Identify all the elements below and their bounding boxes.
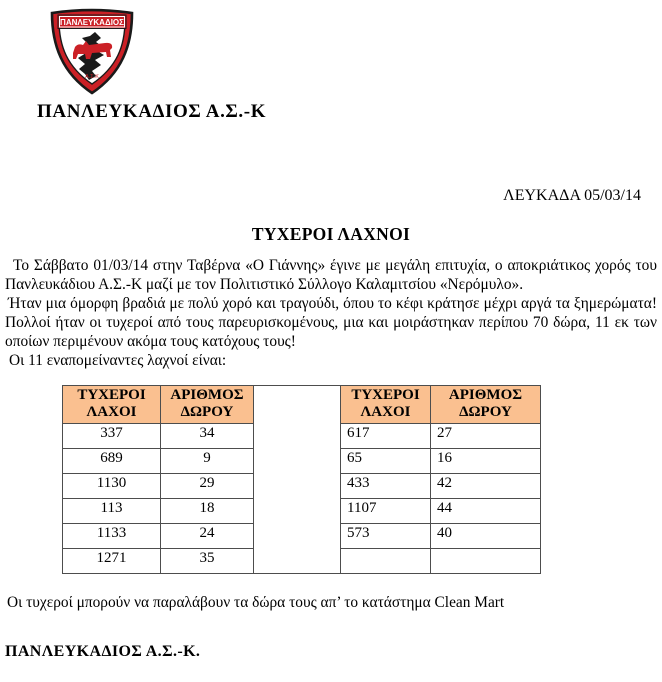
gift-number-cell: 44: [431, 498, 541, 523]
lot-number-cell: 113: [63, 498, 161, 523]
header-gift-number-left: ΑΡΙΘΜΟΣ ΔΩΡΟΥ: [161, 386, 254, 424]
table-header-row: [63, 386, 541, 424]
lot-number-cell: 433: [341, 473, 431, 498]
lot-number-cell: 689: [63, 448, 161, 473]
lot-number-cell: 337: [63, 423, 161, 448]
signature-line: ΠΑΝΛΕΥΚΑΔΙΟΣ Α.Σ.-Κ.: [5, 643, 201, 660]
lot-number-cell: 65: [341, 448, 431, 473]
gift-number-cell: 34: [161, 423, 254, 448]
lot-number-cell: 1130: [63, 473, 161, 498]
header-lucky-lots-right: ΤΥΧΕΡΟΙ ΛΑΧΟΙ: [341, 386, 431, 424]
paragraph-night: Ήταν μια όμορφη βραδιά με πολύ χορό και τραγούδι, όπου το κέφι κράτησε μέχρι αργά τα ξημερώματα! Πολλοί ήταν οι τυχεροί από τους παρευρισκομένους, μια και μοιράστηκαν περίπου 70 δώρα, 11 εκ των οποίων περιμένουν ακόμα τους κατόχους τους!: [5, 295, 657, 350]
spacer-column: [254, 386, 341, 574]
crest-banner: [58, 15, 126, 29]
lot-number-cell: 1133: [63, 523, 161, 548]
gift-number-cell: 42: [431, 473, 541, 498]
gift-number-cell: 29: [161, 473, 254, 498]
crest-ask-text: Α.Σ.Κ: [85, 74, 99, 80]
lot-number-cell: 573: [341, 523, 431, 548]
place-date-line: ΛΕΥΚΑΔΑ 05/03/14: [503, 187, 641, 204]
gift-number-cell: 40: [431, 523, 541, 548]
club-crest-logo: [45, 7, 139, 96]
gift-number-cell: 27: [431, 423, 541, 448]
gift-number-cell: 18: [161, 498, 254, 523]
paragraph-event: Το Σάββατο 01/03/14 στην Ταβέρνα «Ο Γιάννης» έγινε με μεγάλη επιτυχία, ο αποκριάτικος χορός του Πανλευκάδιου Α.Σ.-Κ μαζί με τον Πολιτιστικό Σύλλογο Καλαμιτσίου «Νερόμυλο».: [5, 257, 657, 293]
gift-number-cell: 9: [161, 448, 254, 473]
page-title: ΤΥΧΕΡΟΙ ΛΑΧΝΟΙ: [251, 224, 411, 244]
lot-number-cell: 1271: [63, 548, 161, 573]
lot-number-cell: 1107: [341, 498, 431, 523]
lucky-numbers-table: [62, 385, 541, 574]
lot-number-cell: [341, 548, 431, 573]
gift-number-cell: [431, 548, 541, 573]
gift-number-cell: 35: [161, 548, 254, 573]
pickup-note: Οι τυχεροί μπορούν να παραλάβουν τα δώρα τους απ’ το κατάστημα Clean Mart: [7, 594, 505, 611]
header-lucky-lots-left: ΤΥΧΕΡΟΙ ΛΑΧΟΙ: [63, 386, 161, 424]
paragraph-remaining: Οι 11 εναπομείναντες λαχνοί είναι:: [9, 352, 227, 369]
org-name-heading: ΠΑΝΛΕΥΚΑΔΙΟΣ Α.Σ.-Κ: [37, 101, 267, 122]
body-text: [5, 256, 657, 370]
header-gift-number-right: ΑΡΙΘΜΟΣ ΔΩΡΟΥ: [431, 386, 541, 424]
lot-number-cell: 617: [341, 423, 431, 448]
crest-banner-text: ΠΑΝΛΕΥΚΑΔΙΟΣ: [60, 18, 124, 28]
gift-number-cell: 24: [161, 523, 254, 548]
gift-number-cell: 16: [431, 448, 541, 473]
